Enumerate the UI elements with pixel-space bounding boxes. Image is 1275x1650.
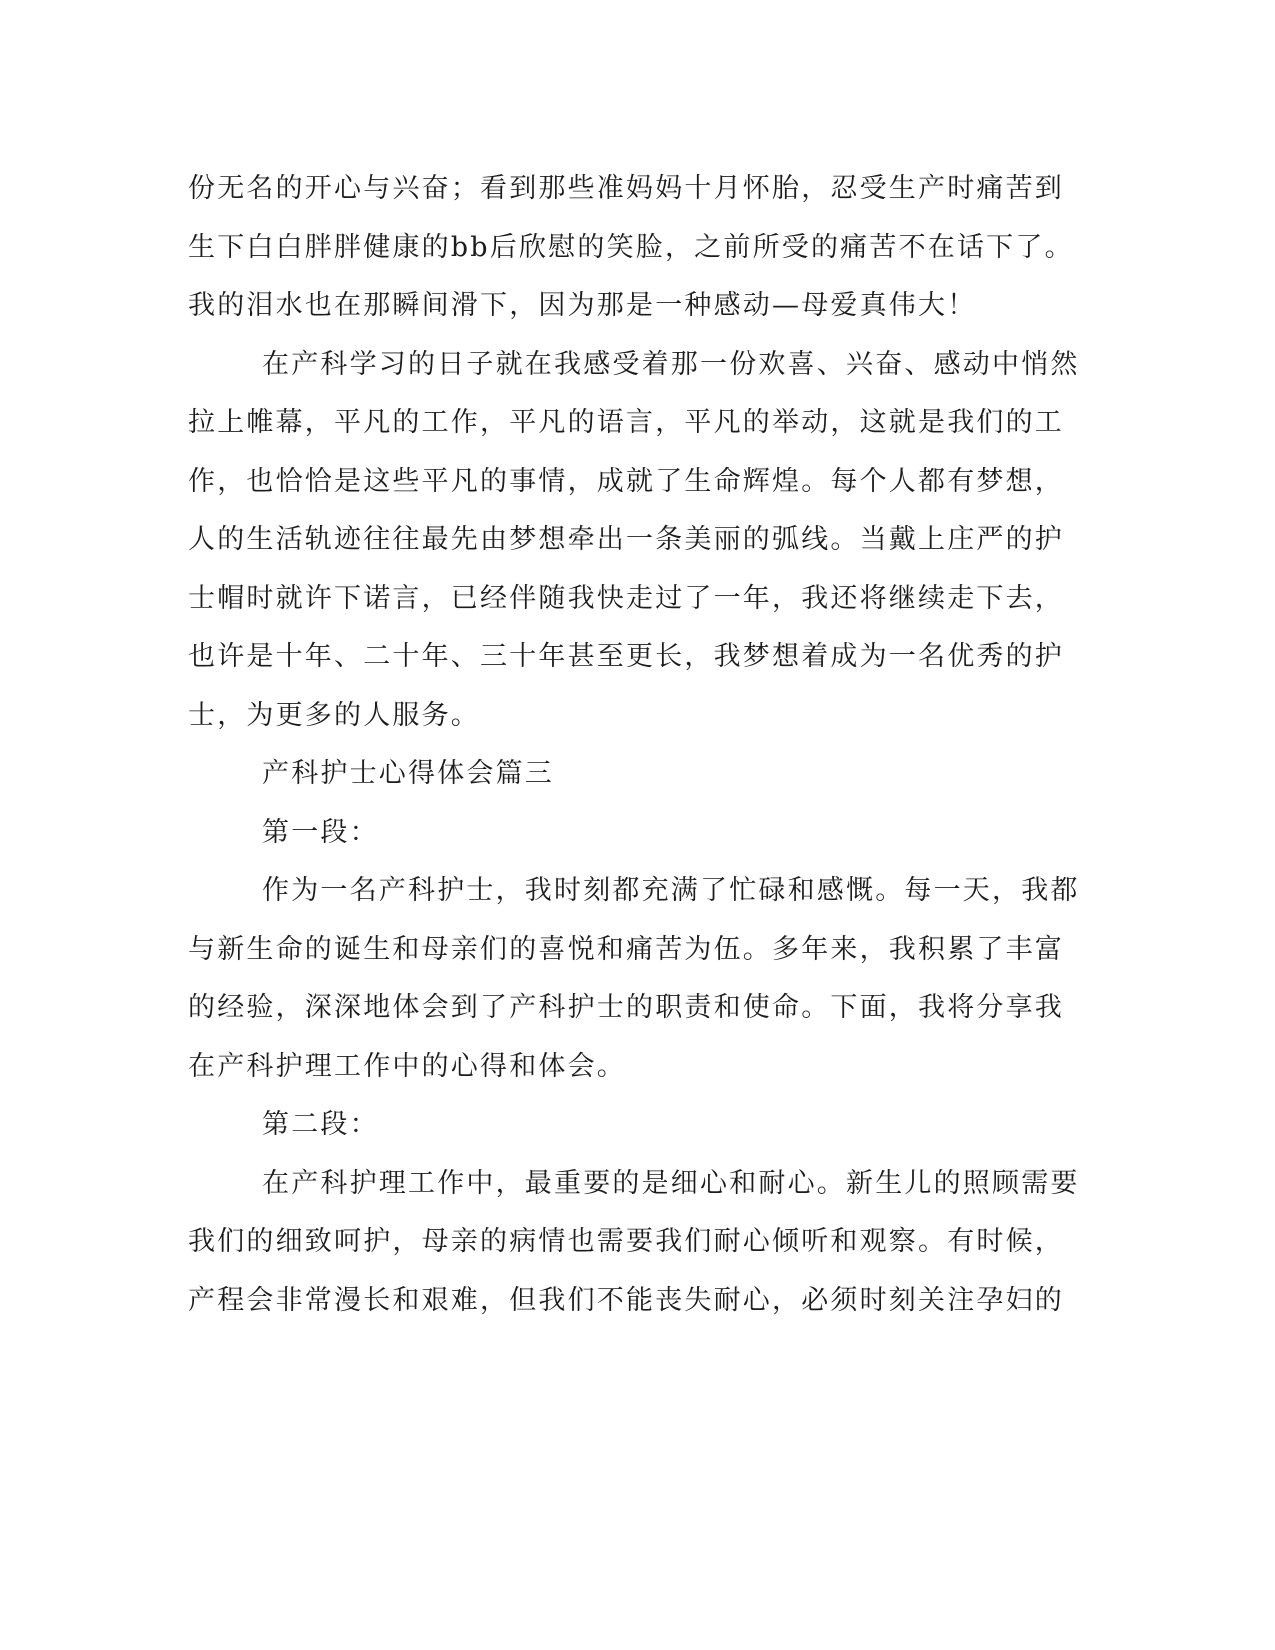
text-line-15: 的经验，深深地体会到了产科护士的职责和使命。下面，我将分享我 xyxy=(188,992,1064,1023)
text-line-10: 士，为更多的人服务。 xyxy=(188,699,480,731)
paragraph-label-1: 第一段： xyxy=(262,816,379,848)
text-line-16: 在产科护理工作中的心得和体会。 xyxy=(188,1050,626,1082)
text-line-13: 作为一名产科护士，我时刻都充满了忙碌和感慨。每一天，我都 xyxy=(262,875,1080,906)
text-line-5: 拉上帷幕，平凡的工作，平凡的语言，平凡的举动，这就是我们的工 xyxy=(188,407,1064,438)
text-line-3: 我的泪水也在那瞬间滑下，因为那是一种感动—母爱真伟大！ xyxy=(188,290,977,321)
text-line-1: 份无名的开心与兴奋；看到那些准妈妈十月怀胎，忍受生产时痛苦到 xyxy=(188,173,1064,204)
text-line-20: 产程会非常漫长和艰难，但我们不能丧失耐心，必须时刻关注孕妇的 xyxy=(188,1284,1064,1316)
text-line-8: 士帽时就许下诺言，已经伴随我快走过了一年，我还将继续走下去， xyxy=(188,582,1064,614)
text-line-2: 生下白白胖胖健康的bb后欣慰的笑脸，之前所受的痛苦不在话下了。 xyxy=(188,231,1074,263)
text-line-7: 人的生活轨迹往往最先由梦想牵出一条美丽的弧线。当戴上庄严的护 xyxy=(188,524,1064,555)
text-line-14: 与新生命的诞生和母亲们的喜悦和痛苦为伍。多年来，我积累了丰富 xyxy=(188,933,1064,965)
text-line-6: 作，也恰恰是这些平凡的事情，成就了生命辉煌。每个人都有梦想， xyxy=(188,465,1064,497)
text-line-9: 也许是十年、二十年、三十年甚至更长，我梦想着成为一名优秀的护 xyxy=(188,641,1064,672)
text-line-4: 在产科学习的日子就在我感受着那一份欢喜、兴奋、感动中悄然 xyxy=(262,348,1080,380)
document-body xyxy=(188,160,1080,1330)
paragraph-label-2: 第二段： xyxy=(262,1109,379,1140)
text-line-18: 在产科护理工作中，最重要的是细心和耐心。新生儿的照顾需要 xyxy=(262,1167,1080,1199)
section-heading: 产科护士心得体会篇三 xyxy=(262,758,554,789)
text-line-19: 我们的细致呵护，母亲的病情也需要我们耐心倾听和观察。有时候， xyxy=(188,1226,1064,1257)
